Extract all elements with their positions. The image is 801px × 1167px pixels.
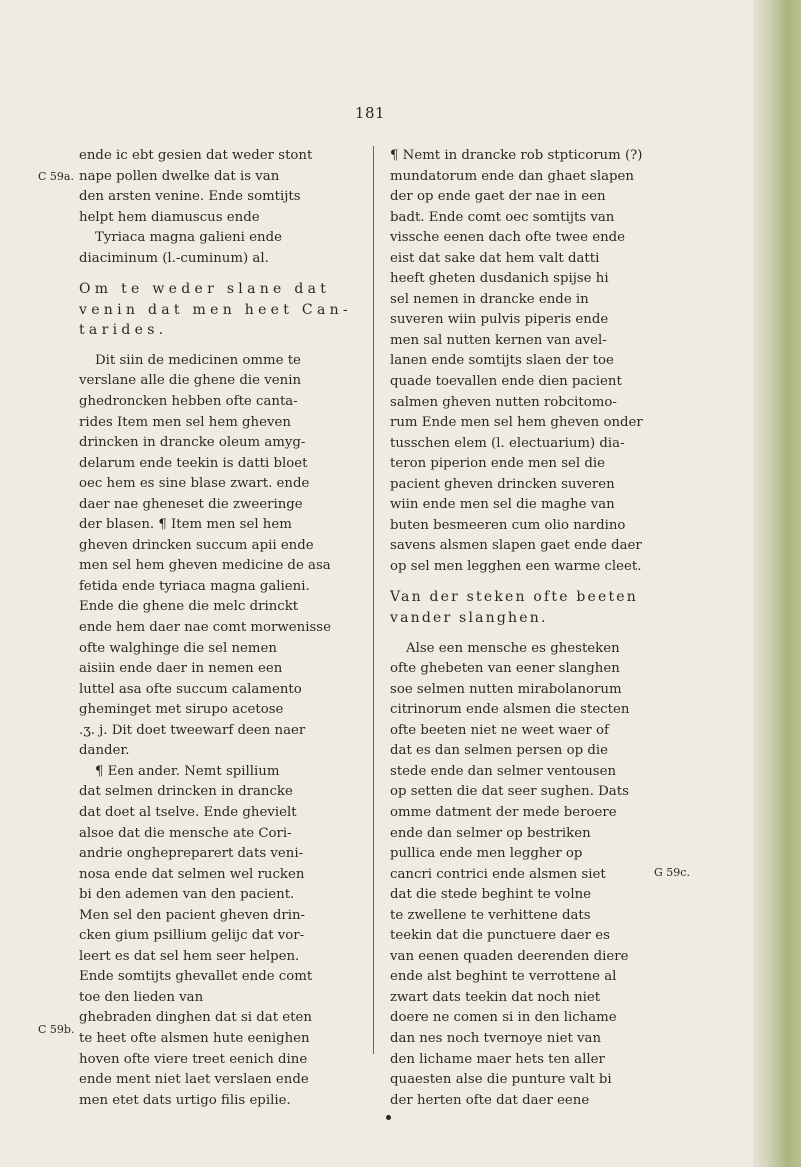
- text-line: andrie onghepreparert dats veni-: [79, 846, 304, 862]
- text-line: ofte walghinge die sel nemen: [79, 640, 277, 656]
- text-line: venin dat men heet Can-: [79, 301, 352, 318]
- text-line: men sel hem gheven medicine de asa: [79, 558, 331, 574]
- text-line: badt. Ende comt oec somtijts van: [390, 209, 615, 225]
- text-line: nosa ende dat selmen wel rucken: [79, 866, 305, 882]
- text-line: teekin dat die punctuere daer es: [390, 928, 610, 944]
- text-line: op sel men legghen een warme cleet.: [390, 558, 642, 574]
- text-line: savens alsmen slapen gaet ende daer: [390, 538, 642, 554]
- text-line: ende dan selmer op bestriken: [390, 825, 591, 841]
- text-line: daer nae gheneset die zweeringe: [79, 496, 303, 512]
- text-line: rides Item men sel hem gheven: [79, 414, 291, 430]
- text-line: den lichame maer hets ten aller: [390, 1051, 605, 1067]
- text-line: quade toevallen ende dien pacient: [390, 374, 622, 390]
- text-line: soe selmen nutten mirabolanorum: [390, 681, 622, 697]
- text-line: vissche eenen dach ofte twee ende: [390, 230, 626, 246]
- text-line: van eenen quaden deerenden diere: [390, 948, 629, 964]
- text-line: der op ende gaet der nae in een: [390, 189, 606, 205]
- text-line: ¶ Nemt in drancke rob stpticorum (?): [390, 148, 643, 163]
- text-line: ende ic ebt gesien dat weder stont: [79, 148, 313, 163]
- text-line: gheven drincken succum apii ende: [79, 537, 314, 553]
- text-line: Men sel den pacient gheven drin-: [79, 907, 306, 923]
- text-line: ¶ Een ander. Nemt spillium: [95, 763, 280, 779]
- text-line: ende alst beghint te verrottene al: [390, 969, 617, 985]
- text-line: pacient gheven drincken suveren: [390, 476, 615, 492]
- text-line: Ende die ghene die melc drinckt: [79, 599, 299, 615]
- text-line: ghedroncken hebben ofte canta-: [79, 394, 298, 410]
- page-mark: [386, 1115, 391, 1120]
- text-line: dander.: [79, 743, 130, 759]
- text-line: wiin ende men sel die maghe van: [390, 497, 615, 513]
- text-line: Ende somtijts ghevallet ende comt: [79, 969, 313, 985]
- text-line: sel nemen in drancke ende in: [390, 291, 589, 307]
- text-line: omme datment der mede beroere: [390, 804, 617, 820]
- text-line: hoven ofte viere treet eenich dine: [79, 1051, 308, 1067]
- text-line: Tyriaca magna galieni ende: [95, 230, 282, 246]
- text-line: ghebraden dinghen dat si dat eten: [79, 1010, 312, 1026]
- text-line: te zwellene te verhittene dats: [390, 907, 591, 923]
- text-line: ende ment niet laet verslaen ende: [79, 1072, 309, 1088]
- text-line: cken gium psillium gelijc dat vor-: [79, 928, 305, 944]
- text-line: dat doet al tselve. Ende ghevielt: [79, 804, 297, 820]
- text-line: Van der steken ofte beeten: [390, 589, 638, 606]
- text-line: heeft gheten dusdanich spijse hi: [390, 271, 609, 287]
- text-line: quaesten alse die punture valt bi: [390, 1072, 612, 1088]
- text-line: zwart dats teekin dat noch niet: [390, 989, 601, 1005]
- text-line: buten besmeeren cum olio nardino: [390, 517, 626, 533]
- text-line: Alse een mensche es ghesteken: [406, 640, 620, 656]
- text-line: men etet dats urtigo filis epilie.: [79, 1092, 291, 1108]
- text-line: helpt hem diamuscus ende: [79, 209, 260, 225]
- text-line: stede ende dan selmer ventousen: [390, 763, 617, 779]
- text-line: .ʒ. j. Dit doet tweewarf deen naer: [79, 722, 306, 738]
- text-line: bi den ademen van den pacient.: [79, 887, 295, 903]
- text-line: der herten ofte dat daer eene: [390, 1092, 590, 1108]
- text-line: tusschen elem (l. electuarium) dia-: [390, 435, 625, 451]
- paragraph-gap: [390, 577, 652, 587]
- text-line: aisiin ende daer in nemen een: [79, 661, 283, 677]
- paragraph-gap: [79, 269, 339, 279]
- margin-ref-c59a: C 59a.: [38, 170, 74, 183]
- text-line: diaciminum (l.-cuminum) al.: [79, 250, 269, 266]
- text-line: delarum ende teekin is datti bloet: [79, 455, 308, 471]
- text-line: ofte beeten niet ne weet waer of: [390, 722, 609, 738]
- text-line: eist dat sake dat hem valt datti: [390, 250, 600, 266]
- text-line: verslane alle die ghene die venin: [79, 373, 302, 389]
- column-divider: [373, 146, 374, 1054]
- text-line: op setten die dat seer sughen. Dats: [390, 784, 629, 800]
- text-line: alsoe dat die mensche ate Cori-: [79, 825, 292, 841]
- text-line: der blasen. ¶ Item men sel hem: [79, 517, 292, 533]
- paragraph-gap: [390, 629, 652, 639]
- text-line: gheminget met sirupo acetose: [79, 702, 284, 718]
- text-line: teron piperion ende men sel die: [390, 456, 606, 472]
- text-line: salmen gheven nutten robcitomo-: [390, 394, 617, 410]
- text-line: mundatorum ende dan ghaet slapen: [390, 168, 634, 184]
- text-line: men sal nutten kernen van avel-: [390, 332, 607, 348]
- text-line: rum Ende men sel hem gheven onder: [390, 415, 643, 431]
- text-line: te heet ofte alsmen hute eenighen: [79, 1030, 310, 1046]
- book-spine-edge: [753, 0, 801, 1167]
- text-line: Dit siin de medicinen omme te: [95, 352, 301, 368]
- text-line: leert es dat sel hem seer helpen.: [79, 948, 300, 964]
- text-line: dat selmen drincken in drancke: [79, 784, 293, 800]
- left-column: [79, 146, 352, 1111]
- text-line: citrinorum ende alsmen die stecten: [390, 702, 630, 718]
- text-line: ende hem daer nae comt morwenisse: [79, 620, 331, 636]
- text-line: vander slanghen.: [390, 610, 548, 627]
- text-line: suveren wiin pulvis piperis ende: [390, 312, 609, 328]
- text-line: nape pollen dwelke dat is van: [79, 168, 280, 184]
- text-line: luttel asa ofte succum calamento: [79, 681, 302, 697]
- text-line: tarides.: [79, 322, 168, 339]
- margin-ref-g59c: G 59c.: [654, 866, 690, 879]
- text-line: den arsten venine. Ende somtijts: [79, 189, 301, 205]
- text-line: ofte ghebeten van eener slanghen: [390, 661, 620, 677]
- right-column: [390, 146, 652, 1111]
- text-line: toe den lieden van: [79, 989, 204, 1005]
- text-line: oec hem es sine blase zwart. ende: [79, 476, 310, 492]
- paragraph-gap: [79, 341, 339, 351]
- text-line: dat die stede beghint te volne: [390, 887, 591, 903]
- page-number: 181: [354, 104, 386, 122]
- text-line: pullica ende men leggher op: [390, 846, 583, 862]
- text-line: dan nes noch tvernoye niet van: [390, 1030, 602, 1046]
- text-line: cancri contrici ende alsmen siet: [390, 866, 606, 882]
- text-line: dat es dan selmen persen op die: [390, 743, 608, 759]
- text-line: doere ne comen si in den lichame: [390, 1010, 617, 1026]
- text-line: drincken in drancke oleum amyg-: [79, 435, 306, 451]
- text-line: Om te weder slane dat: [79, 281, 331, 298]
- text-line: fetida ende tyriaca magna galieni.: [79, 578, 310, 594]
- text-line: lanen ende somtijts slaen der toe: [390, 353, 614, 369]
- margin-ref-c59b: C 59b.: [38, 1023, 75, 1036]
